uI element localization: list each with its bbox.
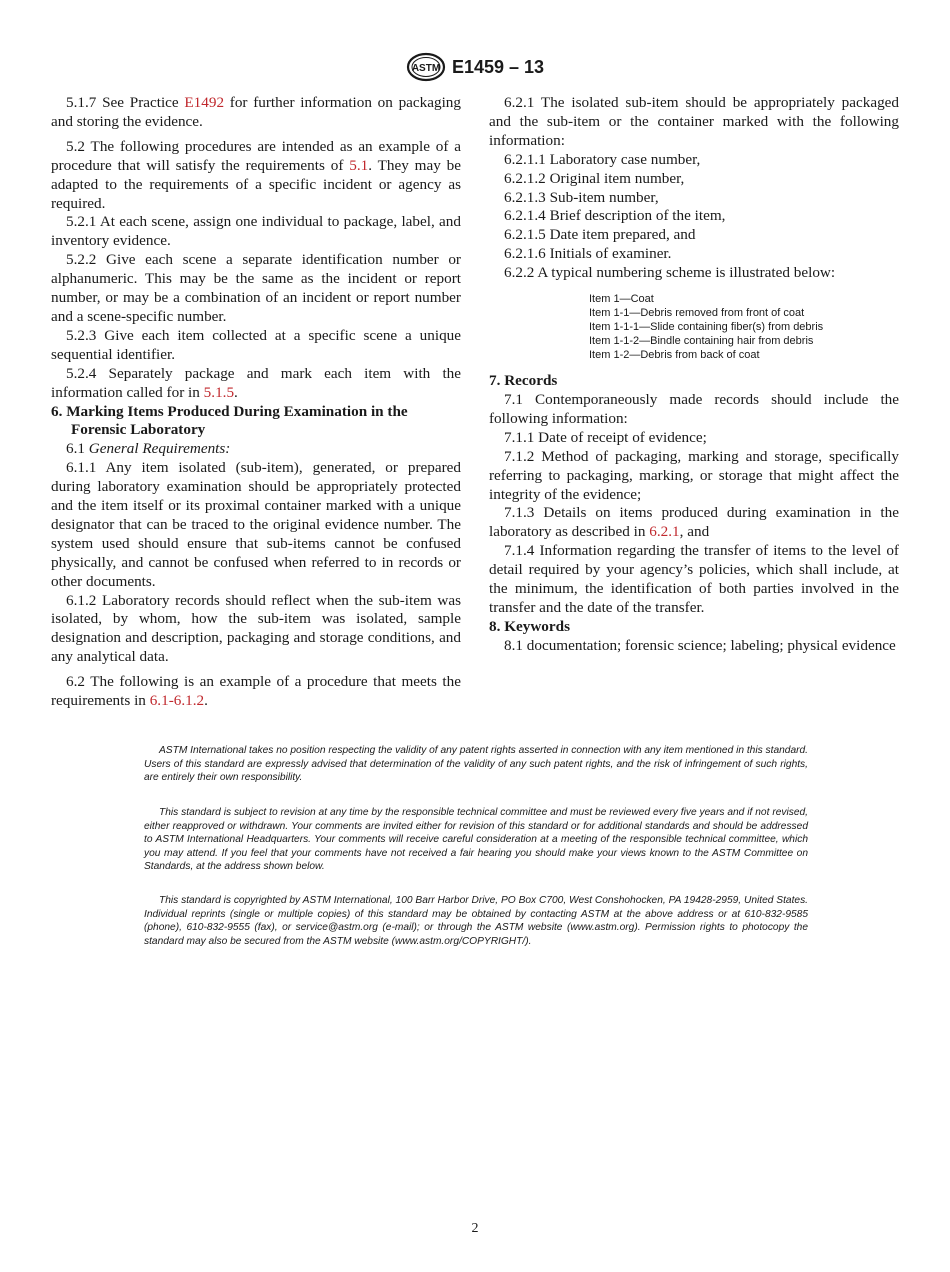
numbering-scheme — [589, 292, 899, 362]
link-5-1-5[interactable]: 5.1.5 — [203, 383, 235, 401]
paragraph-6-2-1: 6.2.1 The isolated sub-item should be appropriately packaged and the sub-item or the container marked with the following information: — [489, 94, 899, 149]
scheme-line: Item 1-1—Debris removed from front of coat — [589, 307, 805, 320]
logo-text: ASTM — [411, 63, 441, 74]
paragraph-5-2-3: 5.2.3 Give each item collected at a specific scene a unique sequential identifier. — [51, 326, 461, 363]
paragraph-5-2: 5.2 The following procedures are intended as an example of a procedure that will satisfy the requirements of 5.1. They may be adapted to the requirements of a specific incident or agency as required. — [51, 137, 461, 212]
paragraph-6-2-1-6: 6.2.1.6 Initials of examiner. — [504, 245, 672, 263]
standard-designation: E1459 – 13 — [451, 56, 545, 77]
revision-notice: This standard is subject to revision at any time by the responsible technical committee and must be reviewed every five years and if not revised, either reapproved or withdrawn. Your comments are invited either for revision of this standard or for additional standards and should be addressed to ASTM International Headquarters. Your comments will receive careful consideration at a meeting of the responsible technical committee, which you may attend. If you feel that your comments have not received a fair hearing you should make your views known to the ASTM Committee on Standards, at the address shown below. — [144, 807, 808, 873]
copyright-notice: This standard is copyrighted by ASTM International, 100 Barr Harbor Drive, PO Box C700, West Conshohocken, PA 19428-2959, United States. Individual reprints (single or multiple copies) of this standard may be obtained by contacting ASTM at the above address or at 610-832-9585 (phone), 610-832-9555 (fax), or service@astm.org (e-mail); or through the ASTM website (www.astm.org). Permission rights to photocopy the standard may also be secured from the ASTM website (www.astm.org/COPYRIGHT/). — [144, 895, 808, 947]
astm-logo-icon — [406, 52, 446, 82]
paragraph-6-1-1: 6.1.1 Any item isolated (sub-item), generated, or prepared during laboratory examination should be appropriately protected and the item itself or its proximal container marked with a unique designator that can be traced to the original evidence number. The system used should ensure that sub-items cannot be confused physically, and cannot be confused when referred to in records or other documents. — [51, 459, 461, 590]
paragraph-7-1-2: 7.1.2 Method of packaging, marking and storage, specifically referring to packaging, marking, or storage that might affect the integrity of the evidence; — [489, 447, 899, 503]
scheme-line: Item 1-1-1—Slide containing fiber(s) from debris — [589, 321, 824, 334]
paragraph-6-2-1-4: 6.2.1.4 Brief description of the item, — [504, 207, 726, 225]
paragraph-7-1-4: 7.1.4 Information regarding the transfer of items to the level of detail required by your agency’s policies, which shall include, at the minimum, the identification of both parties involved in the transfer and the date of the transfer. — [489, 542, 899, 616]
paragraph-6-2-1-1: 6.2.1.1 Laboratory case number, — [504, 150, 701, 168]
link-6-2-1[interactable]: 6.2.1 — [649, 523, 680, 541]
paragraph-7-1-3: 7.1.3 Details on items produced during examination in the laboratory as described in 6.2.1, and — [489, 504, 899, 541]
page-header — [0, 52, 950, 82]
patent-notice: ASTM International takes no position respecting the validity of any patent rights asserted in connection with any item mentioned in this standard. Users of this standard are expressly advised that determination of the validity of any such patent rights, and the risk of infringement of such rights, are entirely their own responsibility. — [144, 745, 808, 784]
scheme-line: Item 1-2—Debris from back of coat — [589, 349, 760, 362]
paragraph-6-2-1-5: 6.2.1.5 Date item prepared, and — [504, 226, 696, 244]
paragraph-6-2-1-3: 6.2.1.3 Sub-item number, — [504, 188, 659, 206]
left-column — [51, 94, 461, 711]
section-7-heading: 7. Records — [489, 372, 558, 390]
paragraph-6-1: 6.1 General Requirements: — [66, 440, 231, 458]
paragraph-7-1: 7.1 Contemporaneously made records should include the following information: — [489, 390, 899, 427]
paragraph-6-2-1-2: 6.2.1.2 Original item number, — [504, 169, 685, 187]
paragraph-5-2-1: 5.2.1 At each scene, assign one individual to package, label, and inventory evidence. — [51, 213, 461, 250]
paragraph-6-2: 6.2 The following is an example of a procedure that meets the requirements in 6.1-6.1.2. — [51, 673, 461, 710]
link-6-1-6-1-2[interactable]: 6.1-6.1.2 — [149, 692, 205, 710]
paragraph-5-2-2: 5.2.2 Give each scene a separate identification number or alphanumeric. This may be the same as the incident or report number, or may be a combination of an incident or report number and a scene-specific number. — [51, 251, 461, 325]
paragraph-5-2-4: 5.2.4 Separately package and mark each item with the information called for in 5.1.5. — [51, 364, 461, 401]
scheme-line: Item 1—Coat — [589, 293, 654, 306]
paragraph-5-1-7: 5.1.7 See Practice E1492 for further information on packaging and storing the evidence. — [51, 94, 461, 130]
section-8-heading: 8. Keywords — [489, 617, 570, 635]
page-number: 2 — [471, 1221, 479, 1236]
paragraph-7-1-1: 7.1.1 Date of receipt of evidence; — [504, 428, 707, 446]
paragraph-6-2-2: 6.2.2 A typical numbering scheme is illustrated below: — [504, 264, 836, 282]
section-6-heading: 6. Marking Items Produced During Examination in the Forensic Laboratory — [51, 402, 408, 439]
link-5-1[interactable]: 5.1 — [349, 156, 369, 174]
paragraph-8-1: 8.1 documentation; forensic science; labeling; physical evidence — [504, 636, 896, 654]
link-e1492[interactable]: E1492 — [184, 94, 225, 111]
paragraph-6-1-2: 6.1.2 Laboratory records should reflect when the sub-item was isolated, by whom, how the sub-item was isolated, sample designation and description, packaging and storage conditions, and any analytical data. — [51, 591, 461, 666]
scheme-line: Item 1-1-2—Bindle containing hair from debris — [589, 335, 814, 348]
right-column — [489, 94, 899, 656]
